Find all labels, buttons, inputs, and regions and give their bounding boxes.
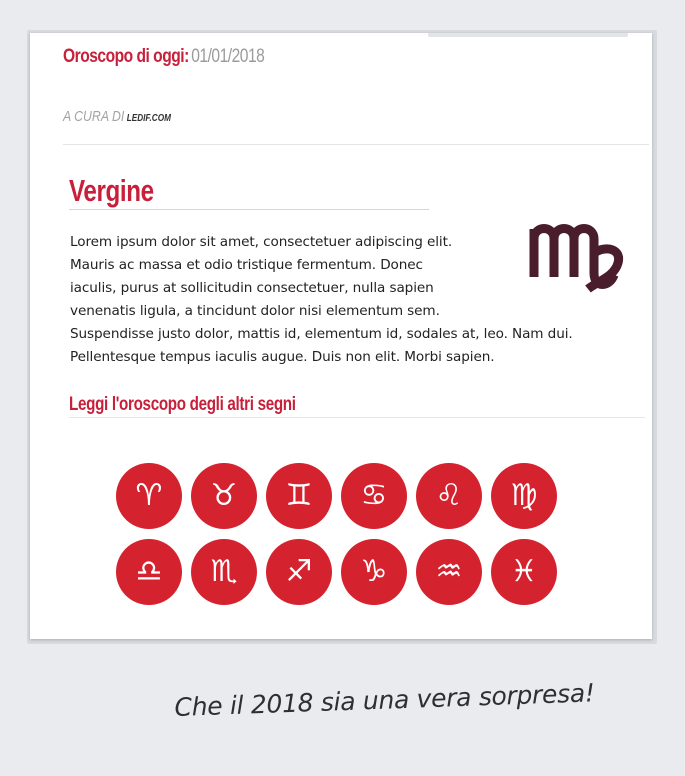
cancer-icon: ♋ [360,478,388,513]
leo-icon: ♌ [435,478,463,513]
handwritten-caption: Che il 2018 sia una vera sorpresa! [174,678,596,722]
horoscope-line: Lorem ipsum dolor sit amet, consectetuer adipiscing elit. [70,234,453,250]
virgo-icon: ♍ [510,478,538,513]
other-signs-divider [69,417,645,418]
pisces-icon: ♓ [510,554,538,589]
horoscope-line: iaculis, purus at sollicitudin consectetuer, nulla sapien [70,280,434,296]
header-divider [63,144,649,145]
capricorn-button[interactable] [341,539,407,605]
aquarius-icon: ♒ [435,554,463,589]
leo-button[interactable] [416,463,482,529]
aries-icon: ♈ [135,478,163,513]
sagittarius-button[interactable] [266,539,332,605]
capricorn-icon: ♑ [360,554,388,589]
horoscope-card [30,33,652,639]
horoscope-line: venenatis ligula, a tincidunt dolor nisi elementum sem. [70,303,440,319]
zodiac-signs-grid [116,463,560,605]
credit-brand-link[interactable]: LEDIF.COM [126,113,171,124]
virgo-button[interactable] [491,463,557,529]
horoscope-line: Suspendisse justo dolor, mattis id, elementum id, sodales at, leo. Nam dui. Pellentesque tempus iaculis augue. Duis non elit. Morbi sapien. [70,326,573,365]
aries-button[interactable] [116,463,182,529]
sagittarius-icon: ♐ [285,554,313,589]
horoscope-line: Mauris ac massa et odio tristique fermentum. Donec [70,257,423,273]
top-edge-decoration [428,33,628,37]
page-title-date: 01/01/2018 [191,46,265,67]
aquarius-button[interactable] [416,539,482,605]
scorpio-button[interactable] [191,539,257,605]
scorpio-icon: ♏ [210,554,238,589]
cancer-button[interactable] [341,463,407,529]
libra-icon: ♎ [135,554,163,589]
pisces-button[interactable] [491,539,557,605]
gemini-icon: ♊ [285,478,313,513]
sign-title: Vergine [69,173,154,208]
gemini-button[interactable] [266,463,332,529]
libra-button[interactable] [116,539,182,605]
page-title [63,46,264,68]
credit-line [63,108,171,125]
other-signs-heading: Leggi l'oroscopo degli altri segni [69,394,296,415]
page-title-label: Oroscopo di oggi: [63,46,189,67]
sign-title-underline [69,209,429,210]
credit-text: A CURA DI [63,108,125,125]
taurus-icon: ♉ [210,478,238,513]
horoscope-text [70,231,625,369]
taurus-button[interactable] [191,463,257,529]
